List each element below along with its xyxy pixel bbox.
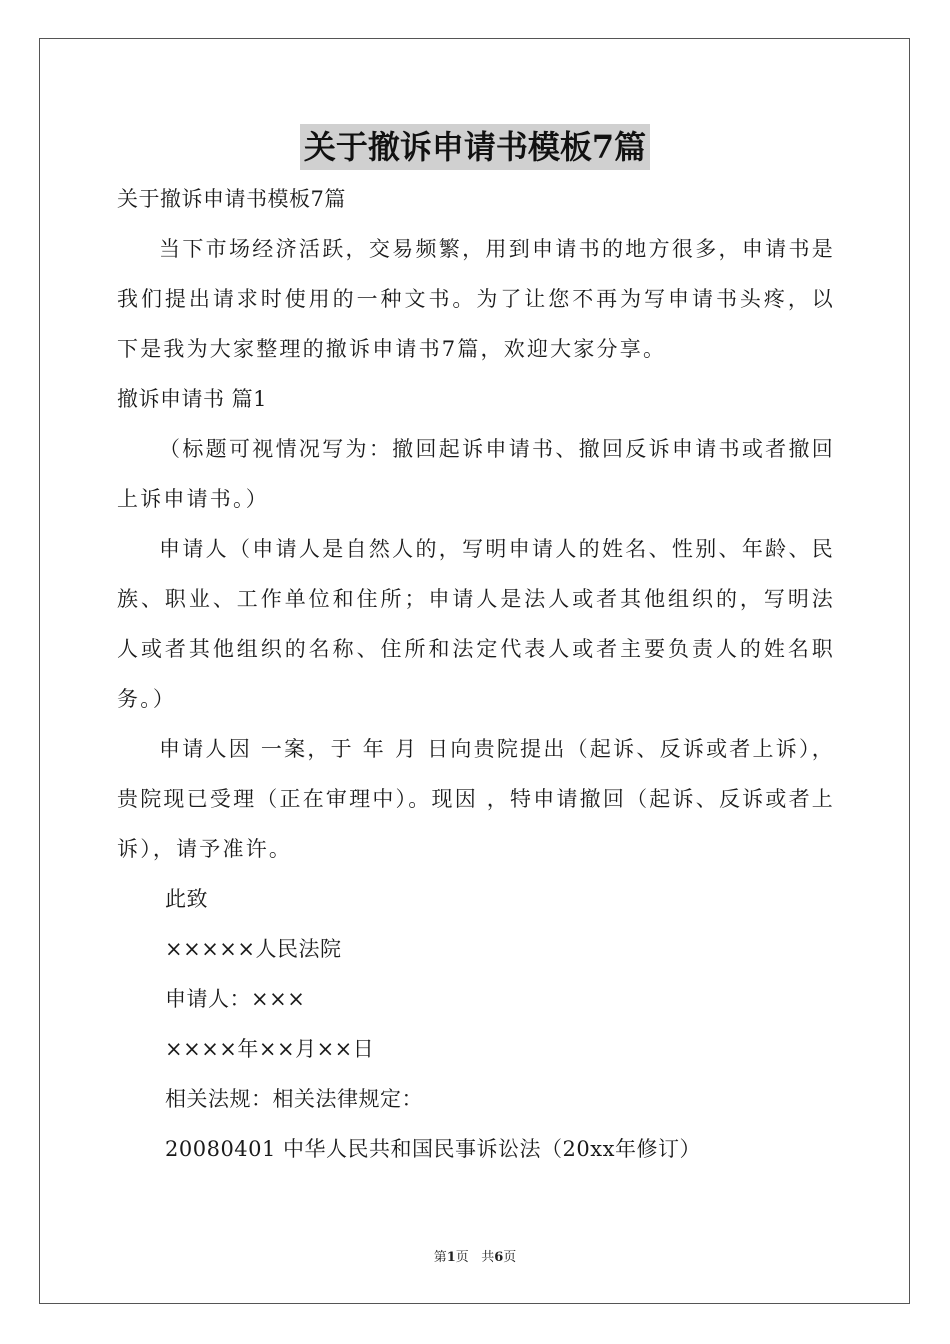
court-name: ×××××人民法院: [165, 937, 342, 961]
total-suffix: 页: [503, 1250, 517, 1265]
related-laws-label: 相关法规：相关法律规定：: [165, 1087, 423, 1111]
title-container: [0, 124, 950, 170]
request-paragraph: 申请人因 一案，于 年 月 日向贵院提出（起诉、反诉或者上诉），贵院现已受理（正在审理中）。现因 ，特申请撤回（起诉、反诉或者上诉），请予准许。: [117, 737, 835, 861]
page-footer: [0, 1246, 950, 1265]
page-prefix: 第: [433, 1250, 447, 1265]
applicant-paragraph: 申请人（申请人是自然人的，写明申请人的姓名、性别、年龄、民族、职业、工作单位和住所；申请人是法人或者其他组织的，写明法人或者其他组织的名称、住所和法定代表人或者主要负责人的姓名职务。）: [117, 537, 835, 711]
document-body: [117, 174, 835, 1174]
page-suffix: 页: [455, 1250, 469, 1265]
document-title: 关于撤诉申请书模板7篇: [300, 124, 650, 170]
page-number: 1: [446, 1250, 456, 1265]
salutation: 此致: [165, 887, 208, 911]
law-reference: 20080401 中华人民共和国民事诉讼法（20xx年修订）: [165, 1137, 701, 1161]
signer-line: 申请人：×××: [165, 987, 306, 1011]
intro-paragraph: 当下市场经济活跃，交易频繁，用到申请书的地方很多，申请书是我们提出请求时使用的一种文书。为了让您不再为写申请书头疼，以下是我为大家整理的撤诉申请书7篇，欢迎大家分享。: [117, 237, 835, 361]
total-pages: 6: [494, 1250, 504, 1265]
date-line: ××××年××月××日: [165, 1037, 375, 1061]
document-subtitle: 关于撤诉申请书模板7篇: [117, 187, 346, 211]
section-heading: 撤诉申请书 篇1: [117, 387, 268, 411]
title-note-paragraph: （标题可视情况写为：撤回起诉申请书、撤回反诉申请书或者撤回上诉申请书。）: [117, 437, 835, 511]
total-prefix: 共: [481, 1250, 495, 1265]
